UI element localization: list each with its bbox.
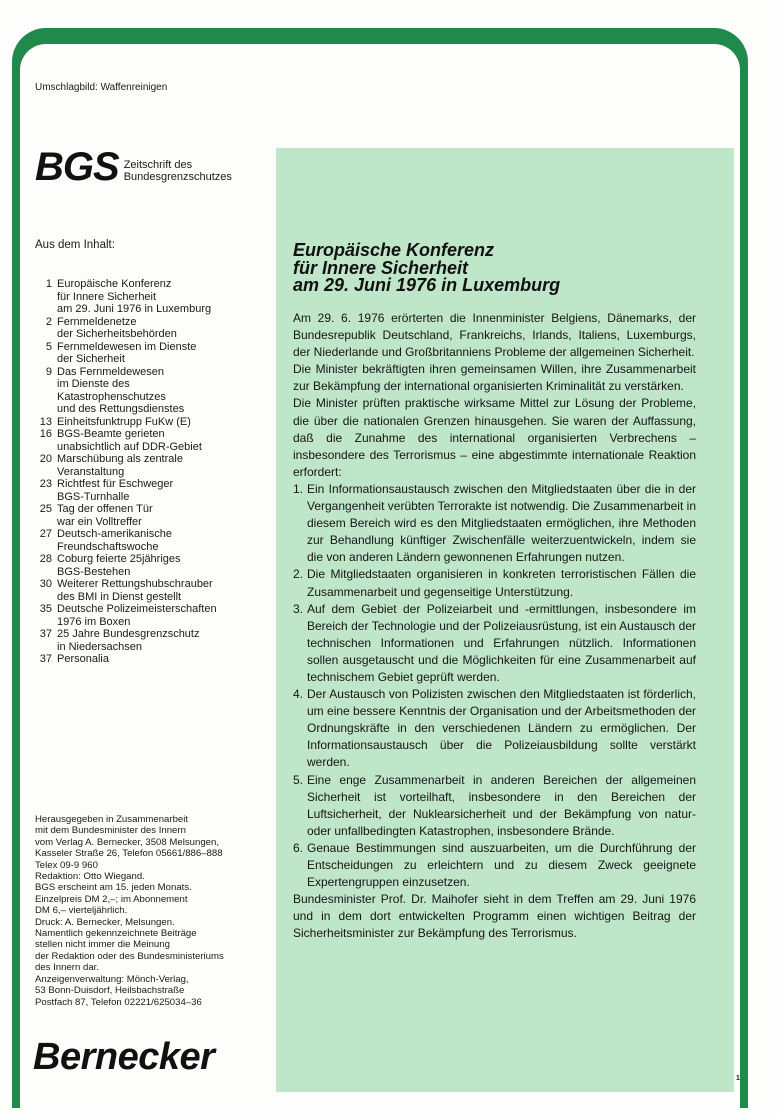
toc-item <box>35 416 265 429</box>
toc-page-number: 35 <box>39 603 52 615</box>
measure-number: 5. <box>293 772 304 787</box>
toc-title-line: Einheitsfunktrupp FuKw (E) <box>57 415 191 428</box>
toc-item <box>35 653 265 666</box>
measure-number: 1. <box>293 481 304 496</box>
toc-title-line: Weiterer Rettungshubschrauber <box>57 578 213 590</box>
toc-item <box>35 528 265 553</box>
toc-item <box>35 316 265 341</box>
toc-title-line: Fernmeldewesen im Dienste <box>57 340 197 353</box>
measure-text: Die Mitgliedstaaten organisieren in konkreten terroristischen Fällen die Zusammenarbeit und gegenseitige Unterstützung. <box>307 567 696 599</box>
toc-title-line: unabsichtlich auf DDR-Gebiet <box>57 440 202 453</box>
toc-title-line: der Sicherheitsbehörden <box>57 328 177 340</box>
measure-item <box>293 686 696 771</box>
measures-list <box>293 481 696 891</box>
masthead-subtitle-line: Zeitschrift des <box>123 159 193 171</box>
toc-page-number: 23 <box>39 478 52 490</box>
measure-text: Genaue Bestimmungen sind auszuarbeiten, um die Durchführung der Entscheidungen zu erleichtern und zu diesem Zweck geeignete Expertengruppen einzusetzen. <box>307 840 696 890</box>
imprint-line: Namentlich gekennzeichnete Beiträge <box>35 928 197 940</box>
toc-title <box>57 603 217 628</box>
toc-title-line: Freundschaftswoche <box>57 540 159 553</box>
toc-title-line: BGS-Bestehen <box>57 565 131 578</box>
toc-item <box>35 278 265 316</box>
toc-title <box>57 278 211 316</box>
table-of-contents <box>35 278 265 666</box>
toc-title-line: 25 Jahre Bundesgrenzschutz <box>57 628 200 640</box>
imprint-line: des Innern dar. <box>35 962 100 974</box>
measure-item <box>293 566 696 600</box>
toc-page-number: 2 <box>45 315 52 328</box>
toc-title <box>57 528 172 553</box>
toc-title-line: Veranstaltung <box>57 465 125 478</box>
measure-item <box>293 772 696 840</box>
toc-title <box>57 553 181 578</box>
toc-title-line: Fernmeldenetze <box>57 315 137 328</box>
toc-title-line: Richtfest für Eschweger <box>57 478 174 490</box>
toc-title <box>57 578 213 603</box>
imprint-line: Druck: A. Bernecker, Melsungen. <box>35 916 175 928</box>
toc-title <box>57 453 183 478</box>
toc-page-number: 1 <box>45 278 52 290</box>
toc-title <box>57 428 202 453</box>
toc-page-number: 9 <box>45 365 52 378</box>
article-closing: Bundesminister Prof. Dr. Maihofer sieht in dem Treffen am 29. Juni 1976 und in dem dort entwickelten Programm einen wichtigen Beitrag der Sicherheitsminister zur Bekämpfung des Terrorismus. <box>293 892 696 941</box>
masthead-subtitle-line: Bundesgrenzschutzes <box>123 171 232 183</box>
imprint-line: DM 6,– vierteljährlich. <box>35 905 128 917</box>
contents-heading: Aus dem Inhalt: <box>35 239 115 251</box>
imprint-line: Telex 09-9 960 <box>35 859 98 871</box>
cover-caption: Umschlagbild: Waffenreinigen <box>35 82 168 93</box>
measure-text: Ein Informationsaustausch zwischen den Mitgliedstaaten über die in der Vergangenheit verübten Terrorakte ist notwendig. Die Zusammenarbeit in diesem Bereich wird es den Mitgliedstaaten ermöglichen, ihre Methoden zur Behandlung künftiger Zwischenfälle weiterzuentwickeln, indem sie die von anderen Ländern gewonnenen Erfahrungen nutzen. <box>307 481 696 565</box>
article-title-line: Europäische Konferenz <box>293 240 495 260</box>
imprint-line: mit dem Bundesminister des Innern <box>35 825 186 837</box>
imprint-line: Redaktion: Otto Wiegand. <box>35 871 145 883</box>
imprint-line: vom Verlag A. Bernecker, 3508 Melsungen, <box>35 836 219 848</box>
toc-title-line: im Dienste des <box>57 378 130 390</box>
toc-title-line: Coburg feierte 25jähriges <box>57 553 181 565</box>
imprint-line: stellen nicht immer die Meinung <box>35 939 170 951</box>
imprint-line: Herausgegeben in Zusammenarbeit <box>35 814 189 825</box>
toc-title <box>57 653 109 666</box>
toc-page-number: 16 <box>39 428 52 440</box>
toc-page-number: 30 <box>39 578 52 590</box>
toc-title-line: Deutsche Polizeimeisterschaften <box>57 603 217 615</box>
toc-item <box>35 503 265 528</box>
toc-item <box>35 428 265 453</box>
measure-text: Der Austausch von Polizisten zwischen den Mitgliedstaaten ist förderlich, um eine bessere Kenntnis der Organisation und der Arbeitsmethoden der Ordnungskräfte in den verschiedenen Ländern zu ermöglichen. Der Informationsaustausch über die Polizeiausbildung sollte verstärkt werden. <box>307 687 696 770</box>
toc-title-line: Europäische Konferenz <box>57 278 172 290</box>
toc-item <box>35 578 265 603</box>
toc-title <box>57 341 196 366</box>
measure-number: 2. <box>293 567 304 582</box>
measure-text: Auf dem Gebiet der Polizeiarbeit und -ermittlungen, insbesondere im Bereich der Technologie und der Polizeiausrüstung, ist ein Austausch der technischen Informationen und Erfahrungen nützlich. Informationen sollen ausgetauscht und die Möglichkeiten für eine Zusammenarbeit auf technischem Gebiet geprüft werden. <box>307 601 696 684</box>
toc-item <box>35 453 265 478</box>
article-title-line: für Innere Sicherheit <box>293 257 469 278</box>
toc-title-line: in Niedersachsen <box>57 640 142 653</box>
toc-title <box>57 628 199 653</box>
toc-item <box>35 478 265 503</box>
article-body <box>293 310 696 942</box>
toc-title-line: für Innere Sicherheit <box>57 290 157 303</box>
toc-item <box>35 366 265 416</box>
toc-page-number: 25 <box>39 503 52 515</box>
measure-number: 3. <box>293 601 304 616</box>
measure-number: 6. <box>293 840 304 855</box>
imprint-line: Anzeigenverwaltung: Mönch-Verlag, <box>35 973 189 985</box>
toc-title-line: Deutsch-amerikanische <box>57 528 172 540</box>
masthead-subtitle <box>124 159 232 183</box>
toc-title-line: BGS-Beamte gerieten <box>57 428 165 440</box>
article-paragraph: Die Minister prüften praktische wirksame Mittel zur Lösung der Probleme, die über die nationalen Grenzen hinausgehen. Sie waren der Auffassung, daß die Zunahme des international organisierten Verbrechens – insbesondere des Terrorismus – eine abgestimmte internationale Reaktion erfordert: <box>293 396 696 479</box>
measure-item <box>293 601 696 686</box>
measure-item <box>293 481 696 566</box>
toc-title <box>57 478 173 503</box>
toc-title <box>57 316 177 341</box>
imprint-line: 53 Bonn-Duisdorf, Heilsbachstraße <box>35 985 185 997</box>
imprint-line: der Redaktion oder des Bundesministeriums <box>35 950 224 962</box>
imprint-line: BGS erscheint am 15. jeden Monats. <box>35 882 192 894</box>
measure-number: 4. <box>293 687 304 702</box>
toc-title-line: BGS-Turnhalle <box>57 490 130 503</box>
toc-page-number: 5 <box>45 340 52 353</box>
imprint-line: Kasseler Straße 26, Telefon 05661/886–888 <box>35 848 223 860</box>
masthead <box>35 147 232 187</box>
article-title-line: am 29. Juni 1976 in Luxemburg <box>293 275 561 295</box>
toc-title-line: 1976 im Boxen <box>57 615 131 628</box>
toc-page-number: 28 <box>39 553 52 565</box>
toc-title <box>57 416 191 429</box>
imprint-line: Postfach 87, Telefon 02221/625034–36 <box>35 996 202 1008</box>
imprint <box>35 814 275 1008</box>
toc-title-line: am 29. Juni 1976 in Luxemburg <box>57 303 212 315</box>
article-title <box>293 242 713 295</box>
toc-title-line: war ein Volltreffer <box>57 515 142 528</box>
toc-title-line: und des Rettungsdienstes <box>57 403 185 415</box>
toc-item <box>35 628 265 653</box>
toc-title-line: Katastrophenschutzes <box>57 390 166 403</box>
toc-item <box>35 553 265 578</box>
toc-title <box>57 503 153 528</box>
publisher-logo: Bernecker <box>33 1036 215 1078</box>
toc-item <box>35 603 265 628</box>
bgs-logo: BGS <box>35 145 119 189</box>
article-intro: Am 29. 6. 1976 erörterten die Innenminister Belgiens, Dänemarks, der Bundesrepublik Deutschland, Frankreichs, Irlands, Italiens, Luxemburgs, der Niederlande und Großbritanniens Probleme der allgemeinen Sicherheit. <box>293 311 696 360</box>
toc-title-line: des BMI in Dienst gestellt <box>57 590 182 603</box>
toc-title-line: der Sicherheit <box>57 353 125 365</box>
toc-page-number: 27 <box>39 528 52 540</box>
toc-item <box>35 341 265 366</box>
page-number: 1 <box>736 1075 740 1082</box>
toc-title-line: Marschübung als zentrale <box>57 453 183 465</box>
toc-title <box>57 366 184 416</box>
measure-text: Eine enge Zusammenarbeit in anderen Bereichen der allgemeinen Sicherheit ist vorteilhaft, insbesondere in den Bereichen der Luftsicherheit, der Nuklearsicherheit und der Bekämpfung von natur- oder unfallbedingten Katastrophen, insbesondere Brände. <box>307 772 696 838</box>
toc-page-number: 13 <box>39 415 52 428</box>
imprint-line: Einzelpreis DM 2,–; im Abonnement <box>35 893 188 905</box>
toc-page-number: 20 <box>39 453 52 465</box>
article-paragraph: Die Minister bekräftigten ihren gemeinsamen Willen, ihre Zusammenarbeit zur Bekämpfung der international organisierten Kriminalität zu verstärken. <box>293 362 696 394</box>
toc-title-line: Das Fernmeldewesen <box>57 365 164 378</box>
toc-page-number: 37 <box>39 628 52 640</box>
toc-title-line: Personalia <box>57 653 109 665</box>
toc-page-number: 37 <box>39 653 52 665</box>
toc-title-line: Tag der offenen Tür <box>57 503 153 515</box>
measure-item <box>293 840 696 891</box>
